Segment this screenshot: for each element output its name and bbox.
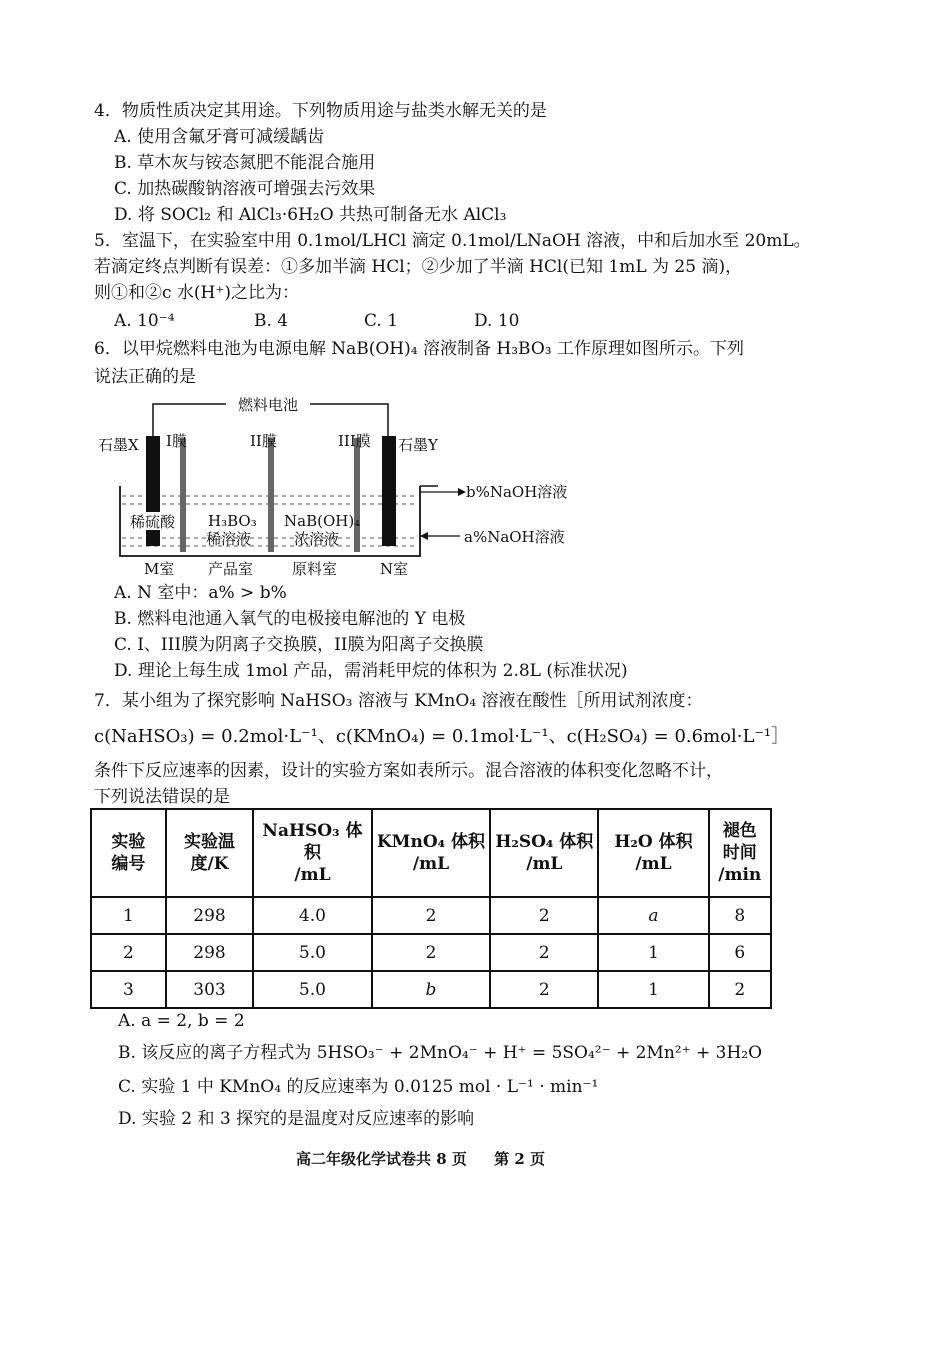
cell: 1 <box>91 897 166 934</box>
table-header-row <box>91 809 771 897</box>
inlet-label: a%NaOH溶液 <box>464 528 565 546</box>
membrane-1-label: I膜 <box>166 432 187 450</box>
header-temperature: 实验温 度/K <box>166 809 253 897</box>
outlet-arrow-icon <box>458 488 466 496</box>
q6-stem-line-1: 6．以甲烷燃料电池为电源电解 NaB(OH)₄ 溶液制备 H₃BO₃ 工作原理如图所示。下列 <box>94 339 744 359</box>
q4-stem: 4．物质性质决定其用途。下列物质用途与盐类水解无关的是 <box>94 101 547 121</box>
cell: 1 <box>598 934 708 971</box>
q6-option-c: C. I、III膜为阴离子交换膜，II膜为阳离子交换膜 <box>114 635 484 655</box>
q5-stem-line-2: 若滴定终点判断有误差：①多加半滴 HCl；②少加了半滴 HCl(已知 1mL 为 25 滴)， <box>94 257 743 277</box>
q6-option-d: D. 理论上每生成 1mol 产品，需消耗甲烷的体积为 2.8L (标准状况) <box>114 661 628 681</box>
q7-stem-line-3: 条件下反应速率的因素，设计的实验方案如表所示。混合溶液的体积变化忽略不计， <box>94 761 723 781</box>
cell: 5.0 <box>253 934 372 971</box>
q7-stem-line-2: c(NaHSO₃) = 0.2mol·L⁻¹、c(KMnO₄) = 0.1mol·L⁻¹、c(H₂SO₄) = 0.6mol·L⁻¹］ <box>94 726 790 747</box>
membrane-3-label: III膜 <box>338 432 371 450</box>
cell: 298 <box>166 934 253 971</box>
cell: 2 <box>372 934 491 971</box>
electrode-left-label: 石墨X <box>98 436 139 454</box>
q5-stem-line-3: 则①和②c 水(H⁺)之比为： <box>94 283 299 303</box>
footer-total-pages: 高二年级化学试卷共 8 页 <box>296 1150 467 1168</box>
cell: 2 <box>490 897 598 934</box>
q4-option-c: C. 加热碳酸钠溶液可增强去污效果 <box>114 179 376 199</box>
table-row <box>91 897 771 934</box>
table-row <box>91 934 771 971</box>
cell: 303 <box>166 971 253 1008</box>
electrolysis-diagram <box>98 388 598 580</box>
q7-stem-line-1: 7．某小组为了探究影响 NaHSO₃ 溶液与 KMnO₄ 溶液在酸性［所用试剂浓度： <box>94 691 703 711</box>
membrane-3 <box>354 438 360 552</box>
chamber-n-label: N室 <box>380 560 409 578</box>
q7-option-a: A. a = 2, b = 2 <box>118 1011 245 1031</box>
solution-raw-label: 浓溶液 <box>294 530 340 548</box>
header-h2so4-volume: H₂SO₄ 体积 /mL <box>490 809 598 897</box>
cell: 2 <box>91 934 166 971</box>
membrane-2 <box>268 438 274 552</box>
q4-option-d: D. 将 SOCl₂ 和 AlCl₃·6H₂O 共热可制备无水 AlCl₃ <box>114 205 507 225</box>
q4-option-b: B. 草木灰与铵态氮肥不能混合施用 <box>114 153 376 173</box>
cell: 2 <box>490 971 598 1008</box>
table-row <box>91 971 771 1008</box>
q4-option-a: A. 使用含氟牙膏可减缓龋齿 <box>114 127 325 147</box>
header-fade-time: 褪色 时间 /min <box>709 809 771 897</box>
cell: 5.0 <box>253 971 372 1008</box>
cell: 6 <box>709 934 771 971</box>
q7-option-d: D. 实验 2 和 3 探究的是温度对反应速率的影响 <box>118 1109 475 1129</box>
q6-stem-line-2: 说法正确的是 <box>94 367 196 387</box>
header-kmno4-volume: KMnO₄ 体积 /mL <box>372 809 491 897</box>
membrane-2-label: II膜 <box>250 432 277 450</box>
footer-page-number: 第 2 页 <box>494 1150 546 1168</box>
chamber-product-label: 产品室 <box>208 560 254 578</box>
solution-raw-formula: NaB(OH)₄ <box>284 512 361 530</box>
header-h2o-volume: H₂O 体积 /mL <box>598 809 708 897</box>
cell: 2 <box>490 934 598 971</box>
cell: b <box>372 971 491 1008</box>
cell: 298 <box>166 897 253 934</box>
membrane-1 <box>180 438 186 552</box>
cell: a <box>598 897 708 934</box>
chamber-raw-label: 原料室 <box>292 560 338 578</box>
cell: 4.0 <box>253 897 372 934</box>
q7-option-c: C. 实验 1 中 KMnO₄ 的反应速率为 0.0125 mol · L⁻¹ · min⁻¹ <box>118 1077 599 1097</box>
q5-option-a: A. 10⁻⁴ <box>114 311 175 331</box>
experiment-table <box>90 808 772 1009</box>
cell: 3 <box>91 971 166 1008</box>
q7-option-b: B. 该反应的离子方程式为 5HSO₃⁻ + 2MnO₄⁻ + H⁺ = 5SO₄²⁻ + 2Mn²⁺ + 3H₂O <box>118 1043 763 1063</box>
q5-option-c: C. 1 <box>364 311 399 331</box>
battery-label: 燃料电池 <box>237 396 299 414</box>
chamber-m-label: M室 <box>144 560 175 578</box>
q6-option-a: A. N 室中：a% > b% <box>114 583 287 603</box>
solution-product-label: 稀溶液 <box>206 530 252 548</box>
header-experiment-no: 实验 编号 <box>91 809 166 897</box>
header-nahso3-volume: NaHSO₃ 体积 /mL <box>253 809 372 897</box>
q5-stem-line-1: 5．室温下，在实验室中用 0.1mol/LHCl 滴定 0.1mol/LNaOH 溶液，中和后加水至 20mL。 <box>94 231 811 251</box>
cell: 1 <box>598 971 708 1008</box>
cell: 8 <box>709 897 771 934</box>
q6-option-b: B. 燃料电池通入氧气的电极接电解池的 Y 电极 <box>114 609 466 629</box>
inlet-arrow-icon <box>420 532 428 540</box>
solution-m-label: 稀硫酸 <box>130 513 176 531</box>
q7-stem-line-4: 下列说法错误的是 <box>94 787 230 807</box>
electrode-y <box>382 436 396 546</box>
solution-product-formula: H₃BO₃ <box>208 512 257 530</box>
q5-option-d: D. 10 <box>474 311 520 331</box>
page-footer <box>296 1148 567 1169</box>
q5-option-b: B. 4 <box>254 311 289 331</box>
cell: 2 <box>709 971 771 1008</box>
outlet-label: b%NaOH溶液 <box>466 483 568 501</box>
cell: 2 <box>372 897 491 934</box>
electrode-right-label: 石墨Y <box>398 436 438 454</box>
